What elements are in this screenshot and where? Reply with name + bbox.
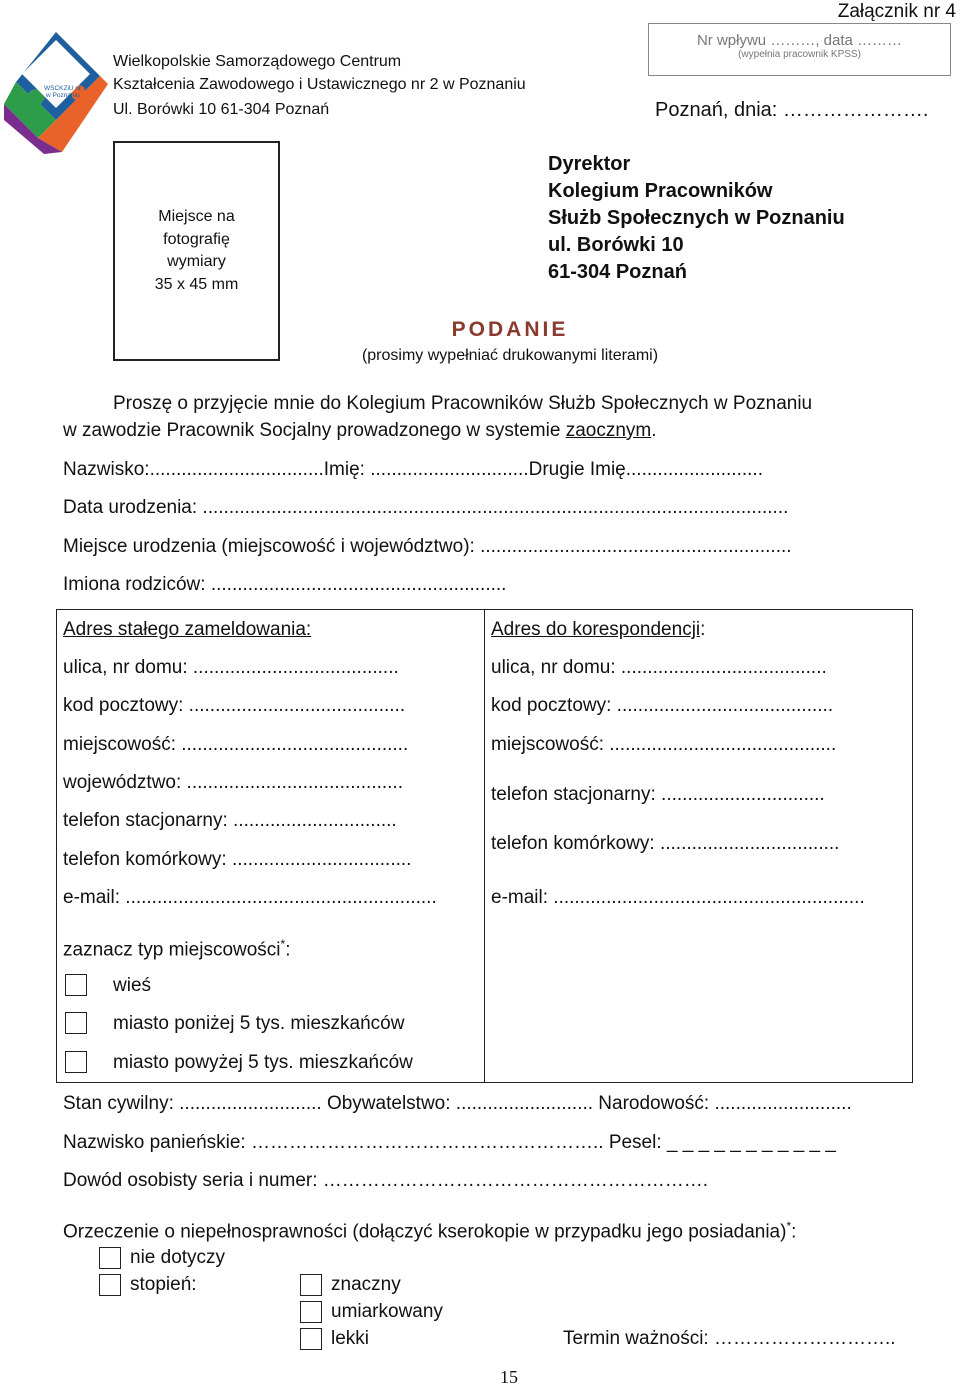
locality-colon: : — [285, 939, 291, 961]
locality-asterisk: * — [280, 937, 286, 951]
birth-date-field[interactable]: Data urodzenia: ............................................................................................................... — [63, 497, 789, 518]
institution-address: Ul. Borówki 10 61-304 Poznań — [113, 101, 330, 118]
not-applicable-checkbox[interactable] — [99, 1247, 121, 1269]
correspondence-heading-colon: : — [700, 619, 706, 640]
intro-line2-end: . — [651, 420, 657, 441]
photo-label-1: Miejsce na — [158, 208, 235, 225]
degree-moderate-label: umiarkowany — [331, 1301, 443, 1322]
degree-mild-label: lekki — [331, 1328, 370, 1349]
intro-line2-text: w zawodzie Pracownik Socjalny prowadzonego w systemie — [63, 420, 566, 441]
addressee-line1: Dyrektor — [548, 153, 631, 175]
locality-village-checkbox[interactable] — [65, 974, 87, 996]
puzzle-logo-icon — [4, 30, 108, 154]
disability-colon: : — [791, 1221, 797, 1243]
maiden-name-pesel-field[interactable]: Nazwisko panieńskie: ……………………………………………….. Pesel: _ _ _ _ _ _ _ _ _ _ _ — [63, 1132, 836, 1153]
degree-label: stopień: — [130, 1274, 197, 1295]
document-title: PODANIE — [451, 318, 569, 341]
photo-label-4: 35 x 45 mm — [154, 275, 239, 293]
addressee-line4: ul. Borówki 10 — [548, 234, 684, 256]
locality-village-label: wieś — [113, 975, 152, 996]
photo-label-2: fotografię — [163, 230, 230, 248]
disability-prompt-text: Orzeczenie o niepełnosprawności (dołączyć kserokopie w przypadku jego posiadania) — [63, 1221, 787, 1243]
degree-checkbox[interactable] — [99, 1274, 121, 1296]
intake-number-line: Nr wpływu ………, data ……… — [696, 32, 903, 49]
addressee-line3: Służb Społecznych w Poznaniu — [548, 207, 845, 229]
disability-prompt — [63, 1219, 796, 1243]
intake-number-box — [648, 23, 951, 76]
degree-significant-label: znaczny — [331, 1274, 401, 1295]
correspondence-postal-field[interactable]: kod pocztowy: ......................................... — [491, 695, 834, 716]
locality-large-town-checkbox[interactable] — [65, 1051, 87, 1073]
correspondence-landline-field[interactable]: telefon stacjonarny: ............................... — [491, 784, 825, 805]
locality-small-town-checkbox[interactable] — [65, 1012, 87, 1034]
not-applicable-label: nie dotyczy — [130, 1247, 226, 1268]
permanent-mobile-field[interactable]: telefon komórkowy: .................................. — [63, 849, 412, 870]
degree-mild-checkbox[interactable] — [300, 1328, 322, 1350]
intro-line1: Proszę o przyjęcie mnie do Kolegium Pracowników Służb Społecznych w Poznaniu — [113, 393, 813, 414]
correspondence-mobile-field[interactable]: telefon komórkowy: .................................. — [491, 833, 840, 854]
table-divider — [484, 610, 485, 1082]
permanent-street-field[interactable]: ulica, nr domu: ....................................... — [63, 657, 399, 678]
intro-line2 — [63, 420, 657, 442]
correspondence-email-field[interactable]: e-mail: ........................................................... — [491, 887, 865, 908]
study-mode: zaocznym — [565, 420, 652, 441]
correspondence-city-field[interactable]: miejscowość: ........................................... — [491, 734, 837, 755]
addressee-line2: Kolegium Pracowników — [548, 180, 773, 202]
permanent-city-field[interactable]: miejscowość: ........................................... — [63, 734, 409, 755]
degree-moderate-checkbox[interactable] — [300, 1301, 322, 1323]
correspondence-heading-text: Adres do korespondencji — [491, 619, 701, 640]
logo-text-line1: WSCKZiU nr 2 — [44, 85, 87, 92]
locality-type-prompt — [63, 937, 290, 961]
locality-large-town-label: miasto powyżej 5 tys. mieszkańców — [113, 1052, 413, 1073]
id-card-field[interactable]: Dowód osobisty seria i numer: ……………………………………………………. — [63, 1170, 709, 1191]
name-field[interactable]: Nazwisko:.................................Imię: ..............................Drugie Imię.......................... — [63, 459, 763, 480]
disability-asterisk: * — [786, 1219, 792, 1233]
correspondence-street-field[interactable]: ulica, nr domu: ....................................... — [491, 657, 827, 678]
correspondence-address-heading — [491, 619, 705, 641]
permanent-voivodeship-field[interactable]: województwo: ......................................... — [63, 772, 403, 793]
locality-small-town-label: miasto poniżej 5 tys. mieszkańców — [113, 1013, 405, 1034]
photo-label-3: wymiary — [167, 253, 226, 270]
locality-type-text: zaznacz typ miejscowości — [63, 939, 281, 961]
page-number: 15 — [500, 1367, 518, 1387]
addressee-line5: 61-304 Poznań — [548, 261, 687, 283]
parents-names-field[interactable]: Imiona rodziców: ........................................................ — [63, 574, 507, 595]
birth-place-field[interactable]: Miejsce urodzenia (miejscowość i województwo): ........................................................... — [63, 536, 792, 557]
validity-date-field[interactable]: Termin ważności: ……………………….. — [563, 1328, 896, 1349]
logo-text-line2: w Poznaniu — [46, 92, 80, 99]
annex-label: Załącznik nr 4 — [837, 1, 956, 22]
degree-significant-checkbox[interactable] — [300, 1274, 322, 1296]
document-subtitle: (prosimy wypełniać drukowanymi literami) — [361, 347, 659, 364]
place-date-field: Poznań, dnia: …………………. — [655, 99, 929, 121]
institution-name-line1: Wielkopolskie Samorządowego Centrum — [113, 53, 402, 70]
marital-citizenship-nationality-field[interactable]: Stan cywilny: ........................... Obywatelstwo: .......................... Narodowość: .......................... — [63, 1093, 852, 1114]
permanent-landline-field[interactable]: telefon stacjonarny: ............................... — [63, 810, 397, 831]
institution-name-line2: Kształcenia Zawodowego i Ustawicznego nr 2 w Poznaniu — [113, 76, 526, 93]
intake-number-note: (wypełnia pracownik KPSS) — [738, 49, 861, 60]
permanent-email-field[interactable]: e-mail: ........................................................... — [63, 887, 437, 908]
permanent-postal-field[interactable]: kod pocztowy: ......................................... — [63, 695, 406, 716]
permanent-address-heading: Adres stałego zameldowania: — [63, 619, 312, 640]
